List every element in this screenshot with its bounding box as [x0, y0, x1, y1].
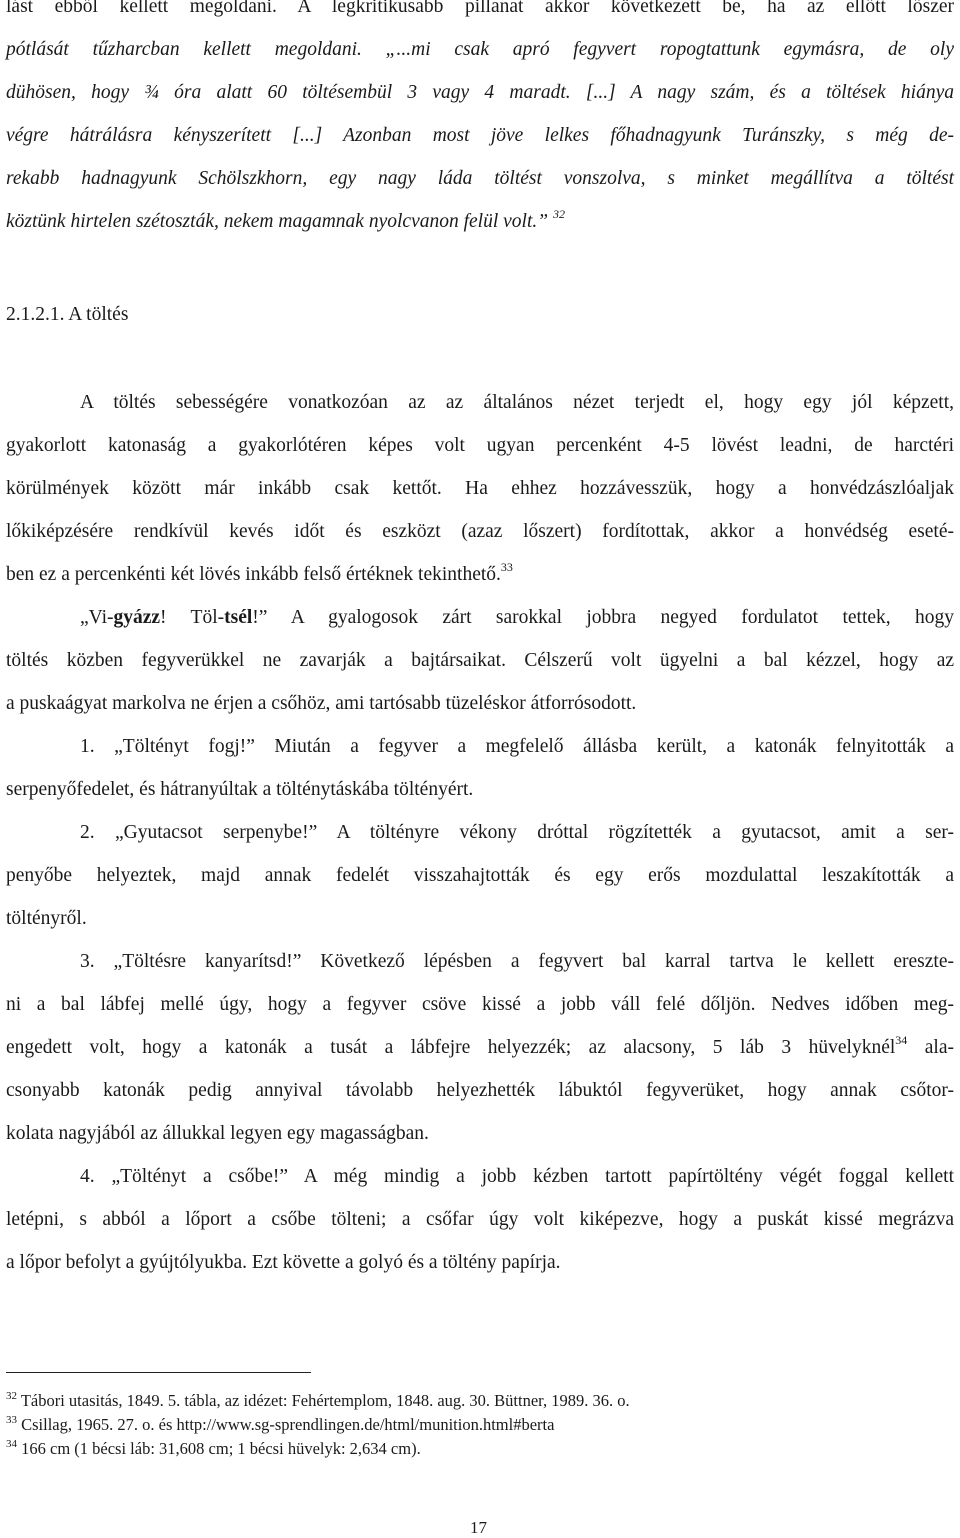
body-line [6, 435, 954, 457]
quote-text: köztünk hirtelen szétoszták, nekem magamnak nyolcvanon felül volt.” [6, 211, 549, 232]
step-line [6, 951, 954, 973]
step-line [6, 822, 954, 844]
step-line [6, 1080, 954, 1102]
body-text: csonyabb katonák pedig annyival távolabb helyezhették lábuktól fegyverüket, hogy annak csőtor- [6, 1080, 954, 1101]
body-line [6, 650, 954, 672]
body-text: ala- [907, 1037, 954, 1058]
footnote-number: 34 [6, 1438, 17, 1450]
quote-line [6, 207, 954, 233]
step-line [6, 779, 954, 801]
body-text: a lőpor befolyt a gyújtólyukba. Ezt követte a golyó és a töltény papírja. [6, 1252, 561, 1273]
step-line [6, 736, 954, 758]
quote-text: pótlását tűzharcban kellett megoldani. „...mi csak apró fegyvert ropogtattunk egymásra, de oly [6, 39, 954, 60]
body-text: letépni, s abból a lőport a csőbe tölteni; a csőfar úgy volt kiképezve, hogy a puskát kissé megrázva [6, 1209, 954, 1230]
body-text: „Vi- [80, 607, 114, 628]
quote-line [6, 0, 954, 18]
footnote-32 [6, 1391, 630, 1411]
body-line [6, 392, 954, 414]
quote-line [6, 125, 954, 147]
footnote-divider [6, 1372, 311, 1373]
body-text: töltényről. [6, 908, 87, 929]
body-text: a puskaágyat markolva ne érjen a csőhöz, ami tartósabb tüzeléskor átforrósodott. [6, 693, 637, 714]
quote-text: végre hátrálásra kényszerített [...] Azonban most jöve lelkes főhadnagyunk Turánszky, s még de- [6, 125, 954, 146]
body-text: ni a bal lábfej mellé úgy, hogy a fegyver csöve kissé a jobb váll felé dőljön. Nedves időben meg- [6, 994, 954, 1015]
body-text: körülmények között már inkább csak kettőt. Ha ehhez hozzávesszük, hogy a honvédzászlóaljak [6, 478, 954, 499]
page-number: 17 [470, 1518, 487, 1537]
step-line [6, 1252, 954, 1274]
step-line [6, 1123, 954, 1145]
body-text: ben ez a percenkénti két lövés inkább felső értéknek tekinthető. [6, 564, 501, 585]
body-text: engedett volt, hogy a katonák a tusát a lábfejre helyezzék; az alacsony, 5 láb 3 hüvelyknél [6, 1037, 896, 1058]
quote-line [6, 39, 954, 61]
section-heading: 2.1.2.1. A töltés [6, 304, 129, 325]
body-text: 1. „Töltényt fogj!” Miután a fegyver a megfelelő állásba került, a katonák felnyitották a [80, 736, 954, 757]
quote-text: lást ebből kellett megoldani. A legkritikusabb pillanat akkor következett be, ha az ellőtt lőszer [6, 0, 954, 17]
footnote-number: 33 [6, 1414, 17, 1426]
body-line [6, 478, 954, 500]
footnote-text: Tábori utasitás, 1849. 5. tábla, az idézet: Fehértemplom, 1848. aug. 30. Büttner, 1989. 36. o. [20, 1391, 630, 1410]
quote-text: rekabb hadnagyunk Schölszkhorn, egy nagy láda töltést vonszolva, s minket megállítva a töltést [6, 168, 954, 189]
body-text: ! Töl- [160, 607, 225, 628]
step-line [6, 1033, 954, 1059]
body-text: serpenyőfedelet, és hátranyúltak a tölténytáskába töltényért. [6, 779, 474, 800]
body-text: 2. „Gyutacsot serpenybe!” A töltényre vékony dróttal rögzítették a gyutacsot, amit a ser- [80, 822, 954, 843]
step-line [6, 865, 954, 887]
body-line [6, 521, 954, 543]
body-text: 3. „Töltésre kanyarítsd!” Következő lépésben a fegyvert bal karral tartva le kellett ereszte- [80, 951, 954, 972]
body-text: penyőbe helyeztek, majd annak fedelét visszahajtották és egy erős mozdulattal leszakították a [6, 865, 954, 886]
quote-line [6, 82, 954, 104]
footnote-ref[interactable]: 33 [500, 560, 513, 574]
command-emphasis: tsél [224, 607, 253, 628]
body-text: 4. „Töltényt a csőbe!” A még mindig a jobb kézben tartott papírtöltény végét foggal kellett [80, 1166, 954, 1187]
body-text: lőkiképzésére rendkívül kevés időt és eszközt (azaz lőszert) fordítottak, akkor a honvédség eseté- [6, 521, 954, 542]
footnote-ref[interactable]: 32 [552, 207, 565, 221]
footnote-33 [6, 1415, 554, 1435]
footnote-ref[interactable]: 34 [895, 1033, 908, 1047]
footnote-34 [6, 1439, 421, 1459]
step-line [6, 994, 954, 1016]
body-line [6, 560, 954, 586]
body-text: A töltés sebességére vonatkozóan az az általános nézet terjedt el, hogy egy jól képzett, [80, 392, 954, 413]
step-line [6, 1166, 954, 1188]
quote-text: dühösen, hogy ¾ óra alatt 60 töltésembül 3 vagy 4 maradt. [...] A nagy szám, és a töltések hiánya [6, 82, 954, 103]
quote-line [6, 168, 954, 190]
body-text: !” A gyalogosok zárt sarokkal jobbra negyed fordulatot tettek, hogy [252, 607, 954, 628]
step-line [6, 908, 954, 930]
body-text: töltés közben fegyverükkel ne zavarják a bajtársaikat. Célszerű volt ügyelni a bal kézzel, hogy az [6, 650, 954, 671]
body-line [6, 607, 954, 629]
footnote-text: 166 cm (1 bécsi láb: 31,608 cm; 1 bécsi hüvelyk: 2,634 cm). [21, 1439, 421, 1458]
body-text: gyakorlott katonaság a gyakorlótéren képes volt ugyan percenként 4-5 lövést leadni, de harctéri [6, 435, 954, 456]
footnote-text[interactable]: Csillag, 1965. 27. o. és http://www.sg-sprendlingen.de/html/munition.html#berta [21, 1415, 555, 1434]
command-emphasis: gyázz [113, 607, 161, 628]
step-line [6, 1209, 954, 1231]
body-line [6, 693, 954, 715]
body-text: kolata nagyjából az állukkal legyen egy magasságban. [6, 1123, 429, 1144]
footnote-number: 32 [6, 1390, 17, 1402]
